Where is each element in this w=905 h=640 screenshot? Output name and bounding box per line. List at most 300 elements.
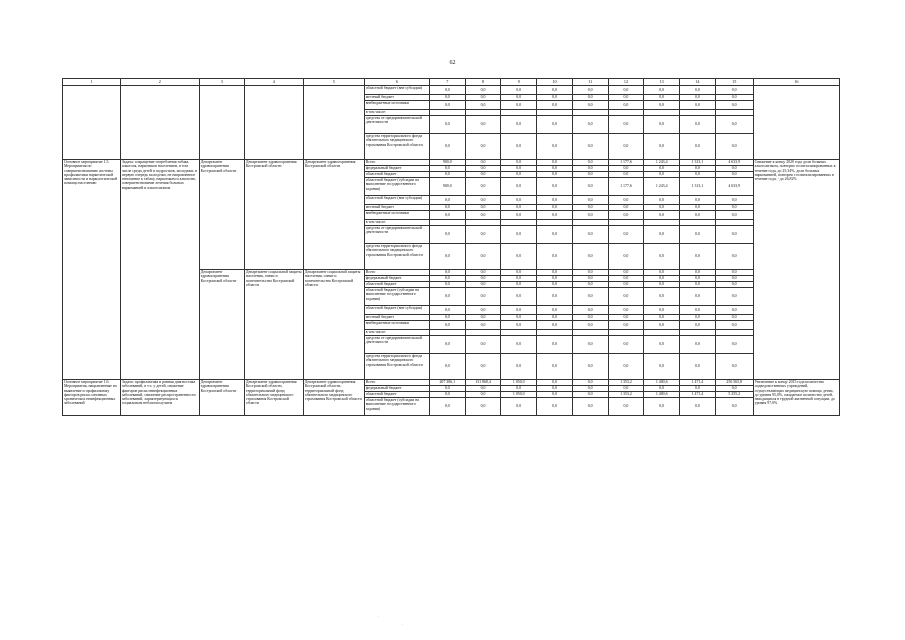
amount-cell: 0,0 (429, 86, 465, 95)
amount-cell: 1 471,4 (680, 380, 716, 386)
scan-mark: · (402, 622, 404, 627)
amount-cell: 0,0 (715, 101, 753, 110)
amount-cell: 0,0 (537, 392, 573, 398)
amount-cell: 0,0 (465, 166, 501, 172)
column-number: 14 (680, 79, 716, 86)
amount-cell: 0,0 (644, 306, 680, 315)
amount-cell: 0,0 (608, 398, 644, 416)
amount-cell: 0,0 (608, 270, 644, 276)
amount-cell: 0,0 (537, 386, 573, 392)
amount-cell: 0,0 (429, 196, 465, 205)
amount-cell: 0,0 (644, 321, 680, 330)
amount-cell: 0,0 (537, 276, 573, 282)
amount-cell: 1 313,1 (680, 178, 716, 196)
amount-cell: 0,0 (429, 288, 465, 306)
amount-cell: 0,0 (680, 196, 716, 205)
amount-cell: 0,0 (608, 95, 644, 101)
amount-cell: 0,0 (465, 134, 501, 160)
amount-cell: 0,0 (715, 282, 753, 288)
amount-cell: 0,0 (680, 205, 716, 211)
amount-cell: 0,0 (537, 336, 573, 354)
amount-cell: 0,0 (715, 306, 753, 315)
column-number: 6 (364, 79, 429, 86)
column-number: 5 (303, 79, 364, 86)
amount-cell: 0,0 (608, 172, 644, 178)
amount-cell: 0,0 (501, 211, 537, 220)
amount-cell: 0,0 (429, 282, 465, 288)
amount-cell: 1 243,4 (644, 178, 680, 196)
amount-cell: 1 050,0 (501, 380, 537, 386)
amount-cell: 0,0 (537, 244, 573, 270)
column-number: 10 (537, 79, 573, 86)
funding-source: областной бюджет (вне субсидии) (364, 196, 429, 205)
amount-cell: 0,0 (715, 196, 753, 205)
amount-cell: 0,0 (429, 226, 465, 244)
amount-cell: 0,0 (429, 354, 465, 380)
funding-source: областной бюджет (364, 282, 429, 288)
empty-cell (303, 86, 364, 160)
amount-cell: 0,0 (572, 116, 608, 134)
amount-cell: 0,0 (465, 95, 501, 101)
amount-cell: 0,0 (715, 276, 753, 282)
funding-source: областной бюджет (364, 172, 429, 178)
amount-cell: 0,0 (680, 276, 716, 282)
column-number: 2 (120, 79, 199, 86)
coexecutor: Департамент социальной защиты населения, опеки и попечительства Костромской области (244, 270, 303, 380)
amount-cell: 0,0 (644, 288, 680, 306)
amount-cell: 0,0 (680, 315, 716, 321)
amount-cell: 0,0 (537, 101, 573, 110)
amount-cell: 0,0 (537, 196, 573, 205)
amount-cell: 0,0 (644, 276, 680, 282)
amount-cell: 1 050,0 (501, 392, 537, 398)
amount-cell: 0,0 (429, 306, 465, 315)
amount-cell: 0,0 (429, 211, 465, 220)
amount-cell: 0,0 (537, 226, 573, 244)
funding-source: средства территориального фонда обязательного медицинского страхования Костромской области (364, 134, 429, 160)
amount-cell: 0,0 (429, 205, 465, 211)
amount-cell: 0,0 (572, 134, 608, 160)
amount-cell: 0,0 (501, 315, 537, 321)
amount-cell: 0,0 (715, 270, 753, 276)
amount-cell: 0,0 (715, 398, 753, 416)
amount-cell: 0,0 (501, 178, 537, 196)
amount-cell: 0,0 (608, 101, 644, 110)
amount-cell: 0,0 (715, 166, 753, 172)
amount-cell: 0,0 (501, 270, 537, 276)
amount-cell: 0,0 (465, 336, 501, 354)
amount-cell: 0,0 (537, 134, 573, 160)
recipient: Департамент социальной защиты населения, опеки и попечительства Костромской области (303, 270, 364, 380)
funding-source: внебюджетные источники (364, 321, 429, 330)
amount-cell: 0,0 (537, 270, 573, 276)
column-number-row (63, 79, 840, 86)
amount-cell: 0,0 (429, 386, 465, 392)
amount-cell: 0,0 (429, 276, 465, 282)
amount-cell: 0,0 (608, 315, 644, 321)
event-task: Задача: профилактика и ранняя диагностика заболеваний, в т.ч. у детей, снижение факторов риска неинфекционных заболеваний, снижение распространенности заболеваний, характеризующихся социальным неблагополучием (120, 380, 199, 416)
amount-cell: 0,0 (715, 172, 753, 178)
amount-cell: 0,0 (465, 354, 501, 380)
amount-cell: 0,0 (501, 282, 537, 288)
column-number: 7 (429, 79, 465, 86)
amount-cell: 0,0 (715, 226, 753, 244)
amount-cell: 0,0 (680, 95, 716, 101)
page-number: 62 (449, 60, 456, 66)
amount-cell: 0,0 (501, 101, 537, 110)
amount-cell: 0,0 (680, 288, 716, 306)
amount-cell: 0,0 (572, 270, 608, 276)
coexecutor: Департамент здравоохранения Костромской области, территориальный фонд обязательного медицинского страхования Костромской области (244, 380, 303, 416)
amount-cell: 0,0 (644, 86, 680, 95)
funding-source: средства от предпринимательской деятельности (364, 116, 429, 134)
amount-cell: 1 400,6 (644, 380, 680, 386)
amount-cell: 0,0 (501, 244, 537, 270)
amount-cell: 0,0 (537, 205, 573, 211)
amount-cell: 0,0 (572, 196, 608, 205)
amount-cell: 0,0 (537, 86, 573, 95)
funding-source: средства территориального фонда обязательного медицинского страхования Костромской области (364, 244, 429, 270)
amount-cell: 0,0 (715, 86, 753, 95)
funding-source: областной бюджет (субсидии на выполнение государственного задания) (364, 288, 429, 306)
column-number: 12 (608, 79, 644, 86)
funding-source: внебюджетные источники (364, 101, 429, 110)
amount-cell: 0,0 (644, 95, 680, 101)
amount-cell: 0,0 (608, 386, 644, 392)
amount-cell: 0,0 (572, 306, 608, 315)
funding-source: местный бюджет (364, 315, 429, 321)
event-task: Задача: сокращение потребления табака, алкоголя, наркотиков населением, в том числе среди детей и подростков, молодежи, в первую очередь молодежи, не направленное отношение к табаку, наркотикам и алкоголю, совершенствование лечения больных наркоманией и алкоголизмом (120, 160, 199, 380)
amount-cell: 0,0 (465, 205, 501, 211)
amount-cell: 0,0 (537, 306, 573, 315)
amount-cell: 0,0 (715, 211, 753, 220)
empty-cell (199, 86, 244, 160)
amount-cell: 0,0 (465, 386, 501, 392)
executor: Департамент здравоохранения Костромской области (199, 270, 244, 380)
recipient: Департамент здравоохранения Костромской области, территориальный фонд обязательного медицинского страхования Костромской области (303, 380, 364, 416)
amount-cell: 0,0 (715, 205, 753, 211)
amount-cell: 0,0 (501, 336, 537, 354)
amount-cell: 0,0 (608, 306, 644, 315)
amount-cell: 0,0 (537, 380, 573, 386)
column-number: 1 (63, 79, 121, 86)
amount-cell: 0,0 (465, 116, 501, 134)
amount-cell: 0,0 (572, 226, 608, 244)
amount-cell: 0,0 (680, 306, 716, 315)
amount-cell: 0,0 (465, 276, 501, 282)
amount-cell: 0,0 (680, 282, 716, 288)
funding-source: областной бюджет (субсидии на выполнение государственного задания) (364, 398, 429, 416)
amount-cell: 0,0 (680, 101, 716, 110)
amount-cell: 0,0 (537, 321, 573, 330)
column-number: 9 (501, 79, 537, 86)
funding-source: средства от предпринимательской деятельности (364, 336, 429, 354)
amount-cell: 0,0 (680, 226, 716, 244)
amount-cell: 0,0 (501, 116, 537, 134)
funding-source: федеральный бюджет (364, 276, 429, 282)
amount-cell: 0,0 (429, 244, 465, 270)
column-number: 13 (644, 79, 680, 86)
amount-cell: 0,0 (465, 398, 501, 416)
amount-cell: 0,0 (608, 282, 644, 288)
funding-source: федеральный бюджет (364, 386, 429, 392)
amount-cell: 0,0 (715, 134, 753, 160)
amount-cell: 0,0 (644, 315, 680, 321)
amount-cell: 0,0 (429, 134, 465, 160)
amount-cell: 0,0 (465, 306, 501, 315)
amount-cell: 0,0 (644, 196, 680, 205)
amount-cell: 0,0 (465, 282, 501, 288)
recipient: Департамент здравоохранения Костромской области (303, 160, 364, 270)
amount-cell: 0,0 (572, 86, 608, 95)
amount-cell: 0,0 (501, 398, 537, 416)
financing-table (62, 78, 840, 416)
amount-cell: 0,0 (429, 392, 465, 398)
amount-cell: 0,0 (429, 336, 465, 354)
amount-cell: 0,0 (501, 95, 537, 101)
amount-cell: 4 633,9 (715, 178, 753, 196)
amount-cell: 0,0 (644, 244, 680, 270)
funding-source: Всего (364, 380, 429, 386)
coexecutor: Департамент здравоохранения Костромской области (244, 160, 303, 270)
amount-cell: 0,0 (501, 205, 537, 211)
amount-cell: 0,0 (644, 354, 680, 380)
column-number: 15 (715, 79, 753, 86)
amount-cell: 1 353,2 (608, 380, 644, 386)
amount-cell: 0,0 (608, 321, 644, 330)
amount-cell: 0,0 (429, 166, 465, 172)
amount-cell: 0,0 (501, 306, 537, 315)
amount-cell: 0,0 (715, 336, 753, 354)
event-name: Основное мероприятие 1.6. Мероприятия, направленные на выявление и профилактику факторов риска основных хронических неинфекционных заболеваний (63, 380, 121, 416)
amount-cell: 0,0 (572, 211, 608, 220)
amount-cell: 0,0 (572, 166, 608, 172)
amount-cell: 0,0 (572, 160, 608, 166)
amount-cell: 0,0 (644, 172, 680, 178)
amount-cell: 0,0 (537, 178, 573, 196)
amount-cell: 0,0 (572, 392, 608, 398)
amount-cell: 1 177,6 (608, 178, 644, 196)
amount-cell: 0,0 (608, 211, 644, 220)
expected-result: Увеличение к концу 2015 года количества подведомственных учреждений, осуществляющих медицинскую помощь детям, до уровня 95,0%, ожидаемое количество детей, находящихся в трудной жизненной ситуации, до уровня 97,0% (753, 380, 839, 416)
amount-cell: 0,0 (608, 226, 644, 244)
amount-cell: 0,0 (465, 196, 501, 205)
amount-cell: 0,0 (465, 86, 501, 95)
amount-cell: 0,0 (680, 244, 716, 270)
amount-cell: 1 400,6 (644, 392, 680, 398)
funding-source: Всего (364, 160, 429, 166)
amount-cell: 0,0 (644, 211, 680, 220)
amount-cell: 0,0 (715, 315, 753, 321)
amount-cell: 0,0 (680, 166, 716, 172)
amount-cell: 0,0 (501, 166, 537, 172)
funding-source: в том числе: (364, 330, 429, 336)
amount-cell: 0,0 (537, 172, 573, 178)
funding-source: в том числе: (364, 110, 429, 116)
funding-source: внебюджетные источники (364, 211, 429, 220)
amount-cell: 0,0 (465, 244, 501, 270)
amount-cell: 0,0 (429, 95, 465, 101)
amount-cell: 0,0 (501, 288, 537, 306)
amount-cell: 0,0 (537, 288, 573, 306)
amount-cell: 0,0 (465, 226, 501, 244)
scan-mark: · (378, 614, 380, 619)
amount-cell: 0,0 (680, 336, 716, 354)
amount-cell: 0,0 (644, 166, 680, 172)
amount-cell: 256 565,8 (715, 380, 753, 386)
amount-cell: 0,0 (644, 398, 680, 416)
amount-cell: 0,0 (501, 276, 537, 282)
column-number: 4 (244, 79, 303, 86)
column-number: 8 (465, 79, 501, 86)
amount-cell: 0,0 (715, 354, 753, 380)
funding-source: областной бюджет (вне субсидии) (364, 86, 429, 95)
amount-cell: 0,0 (572, 354, 608, 380)
amount-cell: 0,0 (537, 95, 573, 101)
funding-source: средства территориального фонда обязательного медицинского страхования Костромской области (364, 354, 429, 380)
amount-cell: 0,0 (680, 116, 716, 134)
amount-cell: 900,0 (429, 178, 465, 196)
funding-source: в том числе: (364, 220, 429, 226)
amount-cell: 5 255,2 (715, 392, 753, 398)
amount-cell: 0,0 (537, 166, 573, 172)
amount-cell: 0,0 (537, 211, 573, 220)
amount-cell: 0,0 (501, 86, 537, 95)
amount-cell: 0,0 (715, 386, 753, 392)
amount-cell: 0,0 (572, 95, 608, 101)
amount-cell: 0,0 (644, 270, 680, 276)
amount-cell: 0,0 (572, 398, 608, 416)
column-number: 3 (199, 79, 244, 86)
funding-source: местный бюджет (364, 205, 429, 211)
amount-cell: 0,0 (680, 270, 716, 276)
amount-cell: 0,0 (644, 205, 680, 211)
funding-source: Всего (364, 270, 429, 276)
amount-cell: 0,0 (501, 196, 537, 205)
amount-cell: 0,0 (572, 101, 608, 110)
amount-cell: 0,0 (501, 226, 537, 244)
amount-cell: 0,0 (608, 354, 644, 380)
amount-cell: 0,0 (608, 166, 644, 172)
amount-cell: 0,0 (572, 205, 608, 211)
amount-cell: 0,0 (429, 116, 465, 134)
amount-cell: 0,0 (501, 354, 537, 380)
amount-cell: 1 353,2 (608, 392, 644, 398)
amount-cell: 0,0 (572, 282, 608, 288)
amount-cell: 0,0 (572, 315, 608, 321)
amount-cell: 0,0 (465, 315, 501, 321)
empty-cell (63, 86, 121, 160)
amount-cell: 0,0 (465, 160, 501, 166)
amount-cell: 0,0 (680, 386, 716, 392)
amount-cell: 1 243,4 (644, 160, 680, 166)
amount-cell: 0,0 (572, 288, 608, 306)
amount-cell: 0,0 (465, 172, 501, 178)
amount-cell: 1 313,1 (680, 160, 716, 166)
amount-cell: 0,0 (429, 172, 465, 178)
amount-cell: 0,0 (501, 386, 537, 392)
amount-cell: 0,0 (608, 205, 644, 211)
executor: Департамент здравоохранения Костромской области (199, 380, 244, 416)
amount-cell: 0,0 (429, 398, 465, 416)
amount-cell: 0,0 (537, 160, 573, 166)
amount-cell: 0,0 (608, 244, 644, 270)
amount-cell: 0,0 (537, 315, 573, 321)
amount-cell: 0,0 (465, 178, 501, 196)
amount-cell: 0,0 (465, 288, 501, 306)
amount-cell: 0,0 (644, 336, 680, 354)
amount-cell: 0,0 (429, 101, 465, 110)
amount-cell: 0,0 (608, 276, 644, 282)
amount-cell: 0,0 (644, 134, 680, 160)
column-number: 11 (572, 79, 608, 86)
amount-cell: 0,0 (572, 321, 608, 330)
amount-cell: 0,0 (572, 172, 608, 178)
funding-source: областной бюджет (субсидии на выполнение государственного задания) (364, 178, 429, 196)
amount-cell: 0,0 (572, 244, 608, 270)
executor: Департамент здравоохранения Костромской области (199, 160, 244, 270)
amount-cell: 0,0 (465, 101, 501, 110)
amount-cell: 0,0 (715, 116, 753, 134)
amount-cell: 0,0 (572, 178, 608, 196)
expected-result: Снижение к концу 2020 года доли больных алкоголизмом, повторно госпитализированных в течение года, до 25,34%, доли больных наркоманией, повторно госпитализированных в течение года, - до 26,82% (753, 160, 839, 380)
funding-source: областной бюджет (364, 392, 429, 398)
amount-cell: 900,0 (429, 160, 465, 166)
column-number: 16 (753, 79, 839, 86)
funding-source: федеральный бюджет (364, 166, 429, 172)
amount-cell: 207 306,1 (429, 380, 465, 386)
event-name: Основное мероприятие 1.5. Мероприятия по совершенствованию системы профилактики наркотической зависимости и наркологической помощи населению (63, 160, 121, 380)
amount-cell: 0,0 (429, 270, 465, 276)
empty-cell (753, 86, 839, 160)
amount-cell: 1 177,6 (608, 160, 644, 166)
funding-source: средства от предпринимательской деятельности (364, 226, 429, 244)
amount-cell: 0,0 (608, 86, 644, 95)
amount-cell: 0,0 (608, 116, 644, 134)
amount-cell: 0,0 (537, 398, 573, 416)
amount-cell: 0,0 (644, 226, 680, 244)
amount-cell: 0,0 (715, 244, 753, 270)
amount-cell: 0,0 (644, 386, 680, 392)
empty-cell (244, 86, 303, 160)
amount-cell: 0,0 (680, 172, 716, 178)
amount-cell: 0,0 (465, 321, 501, 330)
amount-cell: 0,0 (465, 270, 501, 276)
amount-cell: 0,0 (537, 354, 573, 380)
amount-cell: 131 868,4 (465, 380, 501, 386)
amount-cell: 0,0 (572, 386, 608, 392)
amount-cell: 0,0 (644, 282, 680, 288)
amount-cell: 0,0 (572, 276, 608, 282)
amount-cell: 0,0 (680, 211, 716, 220)
funding-source: областной бюджет (вне субсидии) (364, 306, 429, 315)
empty-cell (120, 86, 199, 160)
amount-cell: 0,0 (608, 336, 644, 354)
amount-cell: 0,0 (680, 398, 716, 416)
amount-cell: 0,0 (429, 315, 465, 321)
amount-cell: 0,0 (715, 321, 753, 330)
amount-cell: 0,0 (465, 392, 501, 398)
amount-cell: 0,0 (715, 288, 753, 306)
amount-cell: 1 471,4 (680, 392, 716, 398)
table-row (63, 86, 840, 95)
amount-cell: 4 633,9 (715, 160, 753, 166)
amount-cell: 0,0 (501, 134, 537, 160)
amount-cell: 0,0 (644, 101, 680, 110)
amount-cell: 0,0 (501, 321, 537, 330)
amount-cell: 0,0 (644, 116, 680, 134)
amount-cell: 0,0 (572, 380, 608, 386)
